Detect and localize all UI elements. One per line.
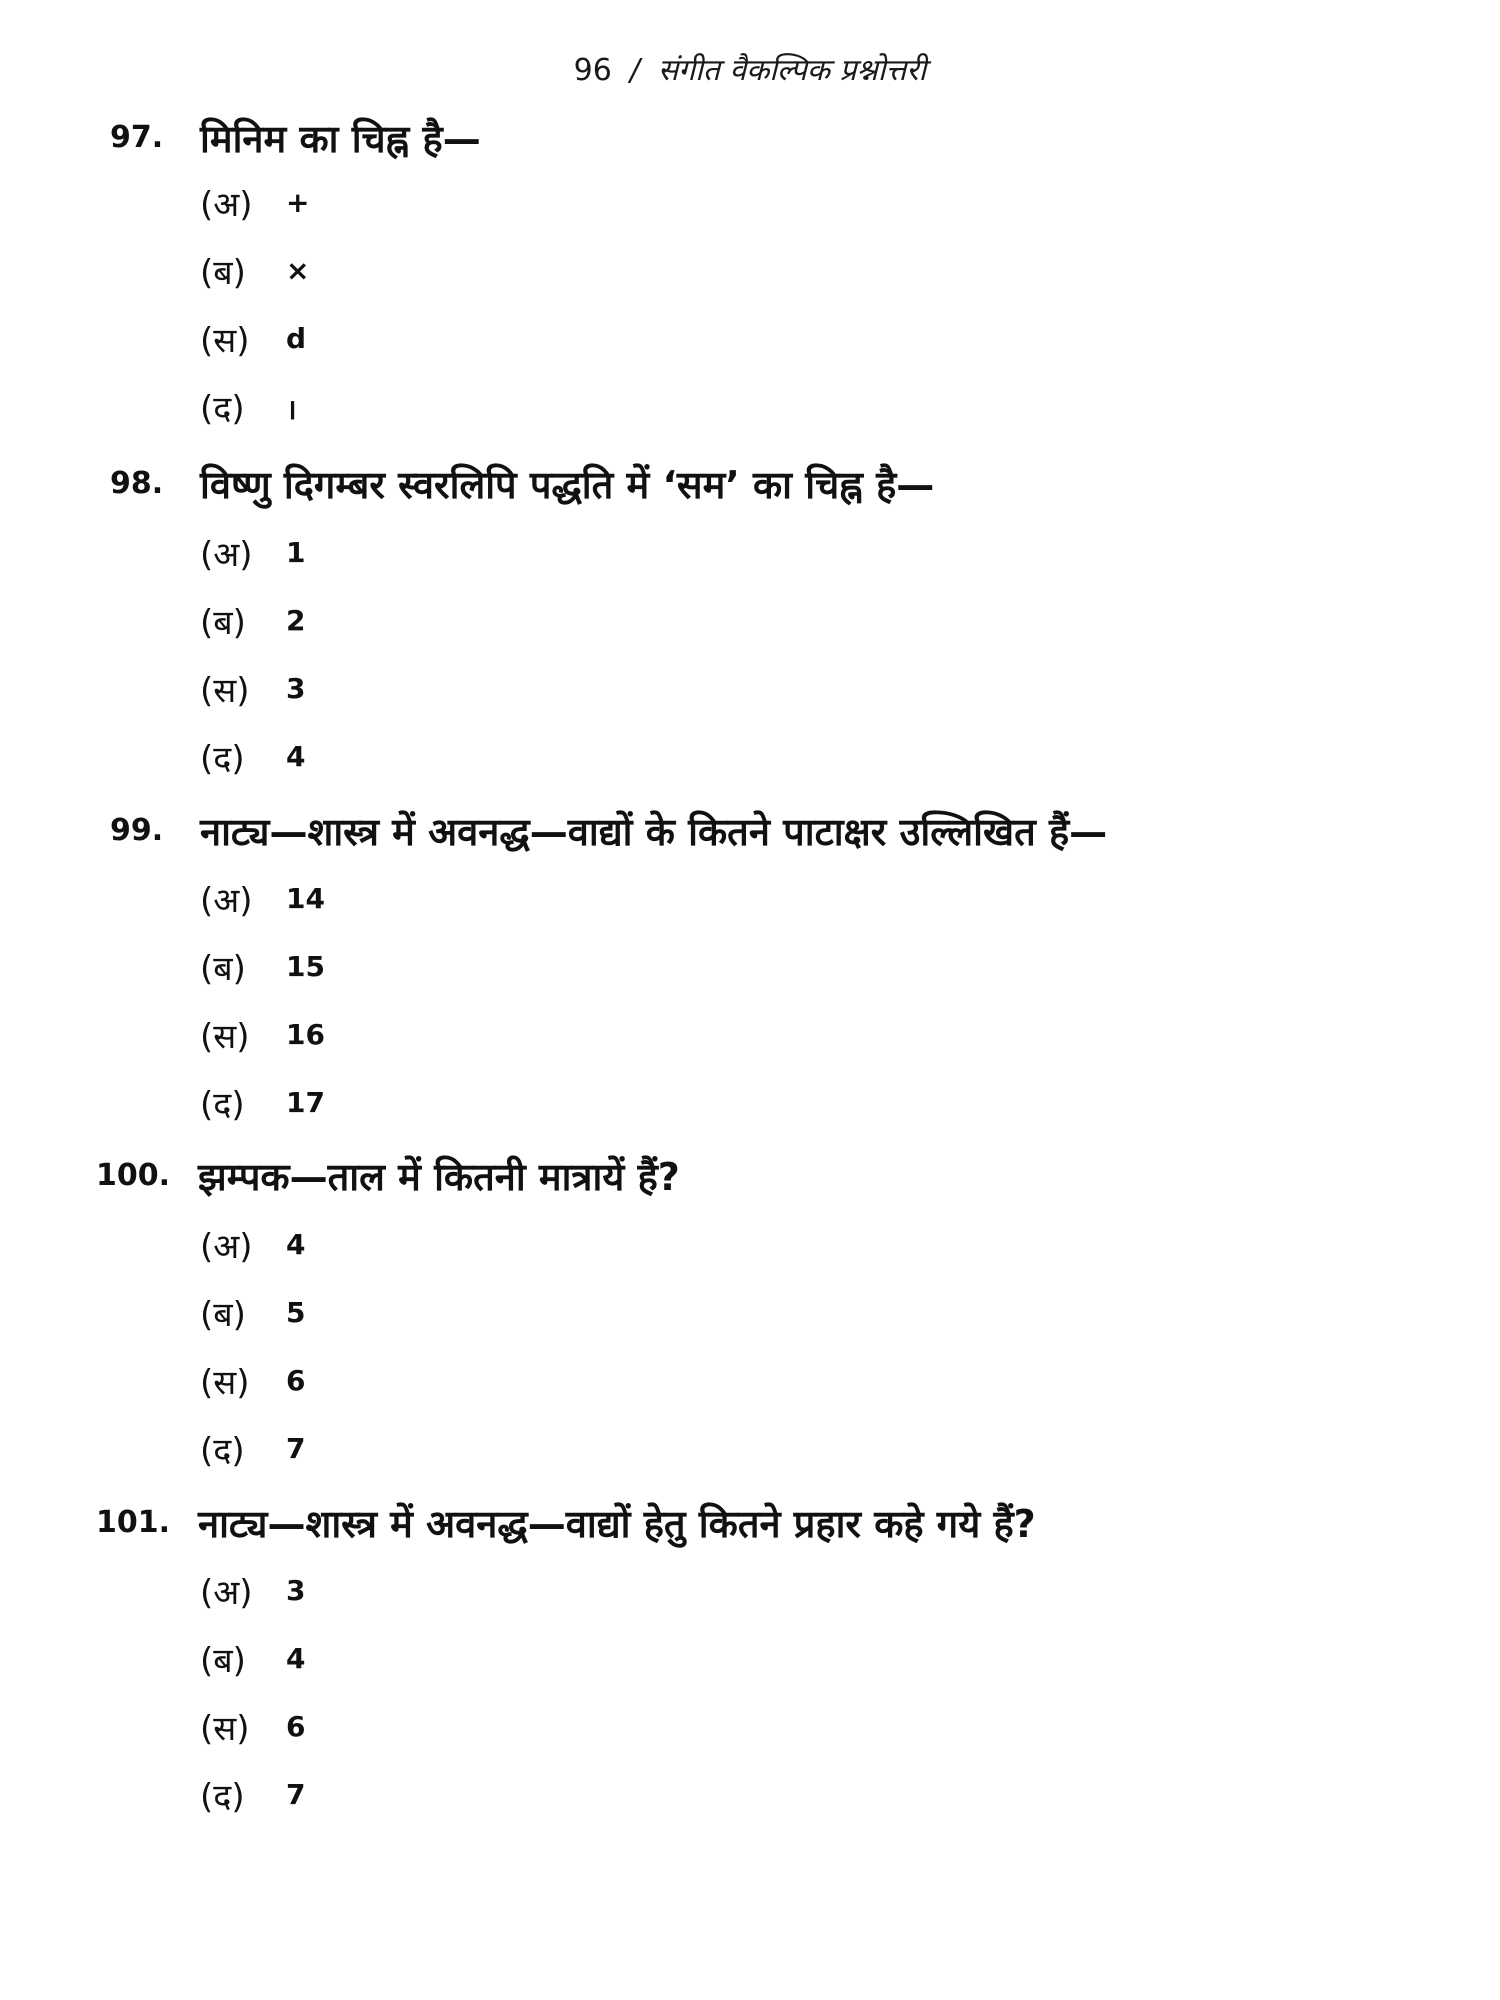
option-label: (अ) — [200, 1227, 253, 1267]
option-value: 6 — [286, 1710, 306, 1743]
option-label: (अ) — [200, 1573, 253, 1613]
book-title: संगीत वैकल्पिक प्रश्नोत्तरी — [657, 53, 927, 88]
option-value: 3 — [286, 1574, 306, 1607]
page-number: 96 — [573, 53, 612, 88]
option-label: (स) — [200, 321, 250, 361]
option-label: (ब) — [200, 1641, 246, 1681]
option-value: 17 — [286, 1086, 325, 1119]
option-label: (अ) — [200, 881, 253, 921]
option-label: (स) — [200, 1709, 250, 1749]
option-label: (अ) — [200, 535, 253, 575]
option-value: 4 — [286, 1642, 306, 1675]
question-number: 101. — [96, 1505, 171, 1540]
option-value: 4 — [286, 1228, 306, 1261]
option-value: 15 — [286, 950, 325, 983]
option-value: 7 — [286, 1778, 306, 1811]
option-value: × — [286, 254, 310, 287]
question-text: नाट्य—शास्त्र में अवनद्ध—वाद्यों हेतु कितने प्रहार कहे गये हैं? — [198, 1502, 1036, 1546]
question-text: विष्णु दिगम्बर स्वरलिपि पद्धति में ‘सम’ का चिह्न है— — [200, 463, 935, 507]
option-value: 3 — [286, 672, 306, 705]
option-value: 7 — [286, 1432, 306, 1465]
option-label: (ब) — [200, 949, 246, 989]
option-label: (अ) — [200, 185, 253, 225]
option-value: + — [286, 186, 310, 219]
question-text: झम्पक—ताल में कितनी मात्रायें हैं? — [198, 1155, 680, 1199]
option-label: (ब) — [200, 253, 246, 293]
option-label: (स) — [200, 1017, 250, 1057]
option-label: (स) — [200, 1363, 250, 1403]
option-value: । — [286, 393, 297, 426]
question-number: 98. — [110, 466, 164, 501]
question-number: 97. — [110, 120, 164, 155]
question-number: 100. — [96, 1158, 171, 1193]
page-header — [0, 48, 1500, 89]
option-label: (ब) — [200, 603, 246, 643]
option-value: 1 — [286, 536, 306, 569]
option-value: 16 — [286, 1018, 325, 1051]
option-label: (द) — [200, 1085, 245, 1125]
question-text: नाट्य—शास्त्र में अवनद्ध—वाद्यों के कितने पाटाक्षर उल्लिखित हैं— — [200, 810, 1108, 854]
question-number: 99. — [110, 813, 164, 848]
option-value: d — [286, 322, 307, 355]
option-label: (द) — [200, 1431, 245, 1471]
option-value: 14 — [286, 882, 325, 915]
option-label: (द) — [200, 739, 245, 779]
question-text: मिनिम का चिह्न है— — [200, 117, 481, 161]
option-label: (स) — [200, 671, 250, 711]
option-label: (द) — [200, 389, 245, 429]
option-value: 6 — [286, 1364, 306, 1397]
option-label: (ब) — [200, 1295, 246, 1335]
header-separator: / — [629, 53, 640, 88]
option-label: (द) — [200, 1777, 245, 1817]
option-value: 2 — [286, 604, 306, 637]
option-value: 4 — [286, 740, 306, 773]
option-value: 5 — [286, 1296, 306, 1329]
